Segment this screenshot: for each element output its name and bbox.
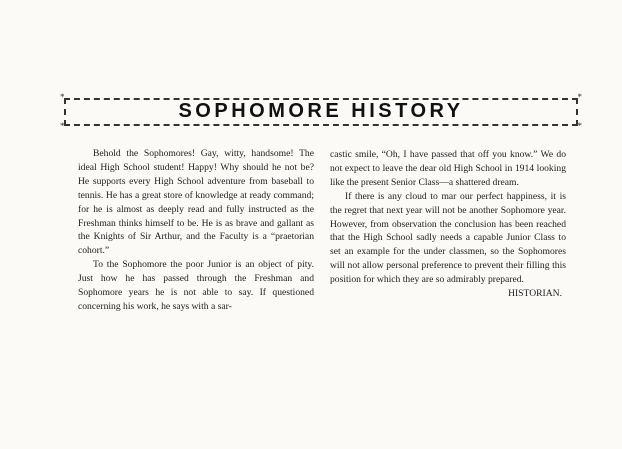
left-column [78, 147, 314, 314]
title-frame [60, 90, 582, 134]
right-paragraph-2: If there is any cloud to mar our perfect happiness, it is the regret that next year will not be another Sophomore year. However, from observation the conclusion has been reached that the High School sadly needs a capable Junior Class to set an example for the under classmen, so the Sophomores will not allow personal preference to prevent their filling this position for which they are so admirably prepared. [330, 190, 566, 286]
left-paragraph-2: To the Sophomore the poor Junior is an object of pity. Just how he has passed through the Freshman and Sophomore years he is not able to say. If questioned concerning his work, he says with a sar- [78, 259, 314, 312]
signature: HISTORIAN. [508, 288, 562, 300]
corner-ornament-bottom-left: * [60, 121, 65, 131]
left-paragraph-1: Behold the Sophomores! Gay, witty, handsome! The ideal High School student! Happy! Why should he not be? He supports every High School adventure from baseball to tennis. He has a great store of knowledge at ready command; for he is almost as deeply read and fully instructed as the Freshman thinks himself to be. He is as brave and gallant as the Knights of Sir Arthur, and the Faculty is a “praetorian cohort.” [78, 148, 314, 257]
corner-ornament-bottom-right: * [577, 121, 582, 131]
title-frame-bottom-rule [64, 124, 578, 126]
page-title: SOPHOMORE HISTORY [178, 100, 464, 122]
right-column [330, 148, 566, 301]
corner-ornament-top-left: * [60, 92, 65, 102]
corner-ornament-top-right: * [577, 92, 582, 102]
right-paragraph-1: castic smile, “Oh, I have passed that off you know.” We do not expect to leave the dear old High School in 1914 looking like the present Senior Class—a shattered dream. [330, 149, 566, 188]
